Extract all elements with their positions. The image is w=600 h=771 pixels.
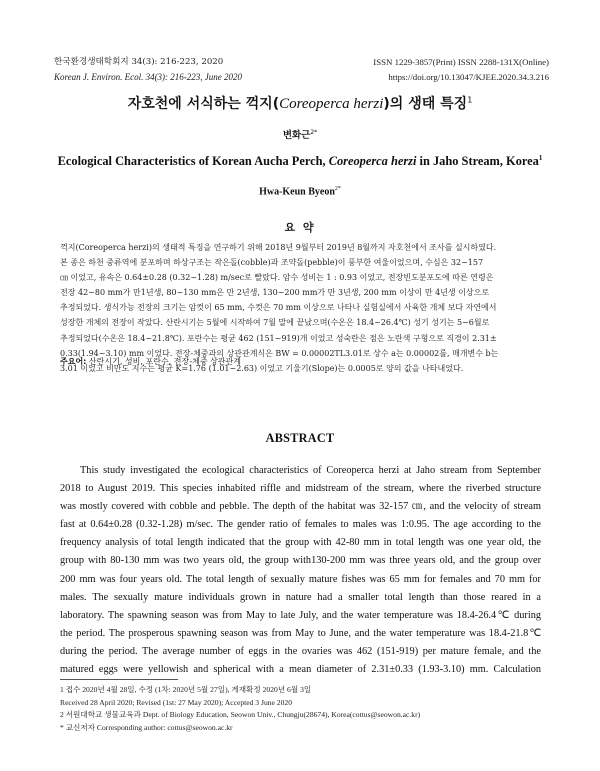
abstract-en-line: frequency analysis of total length indicated that the group with 42-80 mm in total length was one year old, the	[60, 537, 541, 549]
footnote-divider	[60, 679, 178, 680]
journal-citation-en: Korean J. Environ. Ecol. 34(3): 216-223, June 2020	[54, 72, 243, 82]
abstract-en-line: matured eggs were yellowish and spherical with a mean diameter of 2.31±0.33 (1.93-3.10) mm. Calculation	[60, 664, 541, 676]
abstract-ko-heading: 요 약	[284, 221, 316, 234]
footnote-line: * 교신저자 Corresponding author: cottus@seowon.ac.kr	[60, 722, 233, 732]
journal-citation	[54, 55, 242, 85]
keywords	[60, 356, 241, 367]
abstract-en-line: during the period. The average number of eggs in the ovaries was 462 (151-919) per mature female, and the	[60, 645, 541, 657]
abstract-en-line: fast at 0.64±0.28 (0.32-1.28) m/sec. The gender ratio of females to males was 1:0.95. The age according to the	[60, 519, 541, 531]
title-en-post: in Jaho Stream, Korea	[416, 154, 539, 169]
footnotes	[60, 684, 420, 734]
footnote-line: 2 서원대학교 생물교육과 Dept. of Biology Education, Seowon Univ., Chungju(28674), Korea(cottus@seowon.ac.kr)	[60, 710, 421, 720]
abstract-ko-line: 추정되었다(수온은 18.4~21.8℃). 포란수는 평균 462 (151~919)개 이었고 성숙란은 점은 노란색 구형으로 직경이 2.31±	[60, 333, 497, 343]
abstract-ko-line: 0.33(1.94~3.10) mm 이었다. 전장-체중과의 상관관계식은 BW = 0.00002TL3.01로 상수 a는 0.00002를, 매개변수 b는	[60, 348, 499, 358]
footnote-line: 1 접수 2020년 4월 28일, 수정 (1차: 2020년 5월 27일), 게재확정 2020년 6월 3일	[60, 685, 312, 694]
abstract-ko-line: 본 종은 하천 중류역에 분포하며 하상구조는 작은돌(cobble)과 조약돌(pebble)이 풍부한 여울이었으며, 수심은 32~157	[60, 258, 484, 268]
title-korean	[0, 93, 600, 113]
abstract-ko-line: 전장 42~80 mm가 만1년생, 80~130 mm은 만 2년생, 130~200 mm가 만 3년생, 200 mm 이상이 만 4년생 이상으로	[60, 288, 490, 298]
title-ko-footnote-mark: 1	[467, 95, 473, 105]
abstract-en-line: was mostly covered with cobble and pebble. The depth of the habitat was 32-157 ㎝, and the velocity of stream	[60, 501, 541, 513]
author-english	[0, 186, 600, 197]
abstract-ko-line: 꺽지(Coreoperca herzi)의 생태적 특징을 연구하기 위해 2018년 9월부터 2019년 8월까지 자호천에서 조사를 실시하였다.	[60, 243, 497, 252]
issn: ISSN 1229-3857(Print) ISSN 2288-131X(Online)	[373, 57, 549, 67]
doi-link[interactable]: https://doi.org/10.13047/KJEE.2020.34.3.216	[388, 72, 549, 82]
journal-identifiers	[373, 55, 549, 85]
abstract-english	[60, 462, 541, 679]
journal-citation-ko: 한국환경생태학회지 34(3): 216-223, 2020	[54, 57, 224, 67]
title-ko-species: Coreoperca herzi	[279, 96, 384, 112]
keywords-label: 주요어:	[60, 357, 87, 366]
abstract-ko-line: 3.01 이었고 비만도 지수는 평균 K=1.76 (1.01~2.63) 이었고 기울기(Slope)는 0.0005로 양의 값을 나타내었다.	[60, 363, 464, 373]
title-en-species: Coreoperca herzi	[328, 154, 417, 169]
author-en-mark: 2*	[334, 186, 341, 192]
abstract-ko-line: ㎝ 이었고, 유속은 0.64±0.28 (0.32~1.28) m/sec로 빨랐다. 암수 성비는 1 : 0.93 이었고, 전장빈도분포도에 따른 연령은	[60, 273, 494, 283]
abstract-en-heading: ABSTRACT	[265, 431, 335, 445]
title-ko-pre: 자호천에 서식하는 꺽지(	[127, 96, 280, 112]
title-en-footnote-mark: 1	[538, 154, 543, 162]
abstract-en-line: 2018 to August 2019. This species inhabited riffle and midstream of the stream, where the riverbed structure	[60, 483, 541, 495]
footnote-line: Received 28 April 2020; Revised (1st: 27 May 2020); Accepted 3 June 2020	[60, 697, 292, 707]
abstract-en-line: males. The sexually mature individuals grown in nature had a smaller total length than those reared in a	[60, 591, 541, 603]
abstract-ko-line: 성장한 개체의 전장이 작았다. 산란시기는 5월에 시작하여 7월 말에 끝났으며(수온은 18.4~26.4℃) 성기 성기는 5~6월로	[60, 318, 490, 328]
abstract-en-line: laboratory. The spawning season was from May to late July, and the water temperature was 18.4-26.4℃ during	[60, 609, 541, 621]
keywords-text: 산란시기, 성비, 포란수, 전장-체중 상관관계	[86, 357, 241, 366]
title-ko-post: )의 생태 특징	[383, 96, 468, 112]
author-korean	[0, 127, 600, 141]
author-ko-name: 변화근	[282, 130, 311, 141]
abstract-en-line: This study investigated the ecological characteristics of Coreoperca herzi at Jaho stream from September	[80, 465, 541, 476]
title-english	[0, 154, 600, 169]
abstract-en-line: 200 mm was four years old. The total length of sexually mature fishes was 65 mm for females and 70 mm for	[60, 573, 541, 585]
abstract-en-line: the period. The prosperous spawning season was from May to June, and the water temperature was 18.4-21.8℃	[60, 627, 541, 639]
abstract-ko-line: 추정되었다. 생식가능 전장의 크기는 암컷이 65 mm, 수컷은 70 mm 이상으로 나타나 실험실에서 사육한 개체 보다 자연에서	[60, 303, 497, 313]
author-en-name: Hwa-Keun Byeon	[259, 186, 335, 198]
author-ko-mark: 2*	[310, 128, 318, 136]
abstract-en-line: group with 80-130 mm was two years old, the group with130-200 mm was three years old, and the group over	[60, 555, 541, 567]
title-en-pre: Ecological Characteristics of Korean Aucha Perch,	[57, 154, 329, 169]
